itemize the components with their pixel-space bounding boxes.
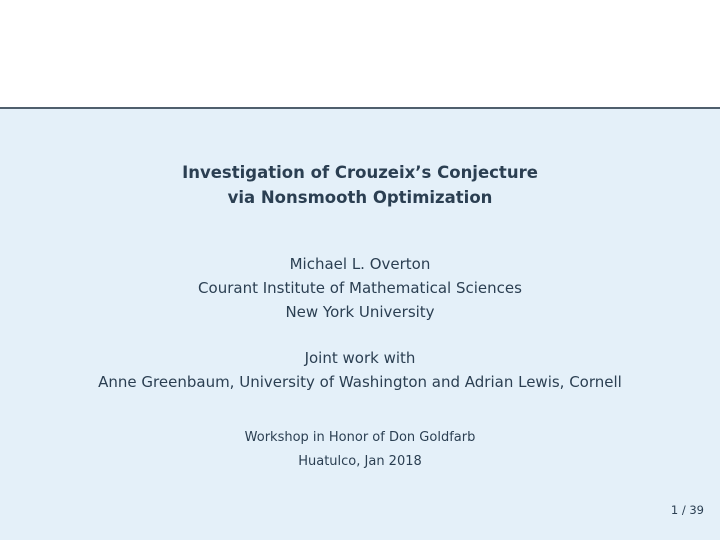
collaborators-names: Anne Greenbaum, University of Washington and Adrian Lewis, Cornell: [98, 373, 622, 391]
collaborators-block: [0, 346, 720, 394]
event-block: [0, 426, 720, 474]
event-place-date: Huatulco, Jan 2018: [298, 454, 422, 469]
title-line-2: via Nonsmooth Optimization: [227, 188, 493, 207]
header-band: [0, 0, 720, 107]
title-line-1: Investigation of Crouzeix’s Conjecture: [182, 163, 538, 182]
author-name: Michael L. Overton: [289, 255, 431, 273]
author-university: New York University: [285, 303, 435, 321]
collaborators-intro: Joint work with: [304, 349, 416, 367]
event-name: Workshop in Honor of Don Goldfarb: [244, 430, 476, 445]
page-counter: 1 / 39: [670, 503, 704, 517]
author-institute: Courant Institute of Mathematical Sciences: [198, 279, 522, 297]
slide-title: [0, 160, 720, 210]
author-block: [0, 252, 720, 324]
